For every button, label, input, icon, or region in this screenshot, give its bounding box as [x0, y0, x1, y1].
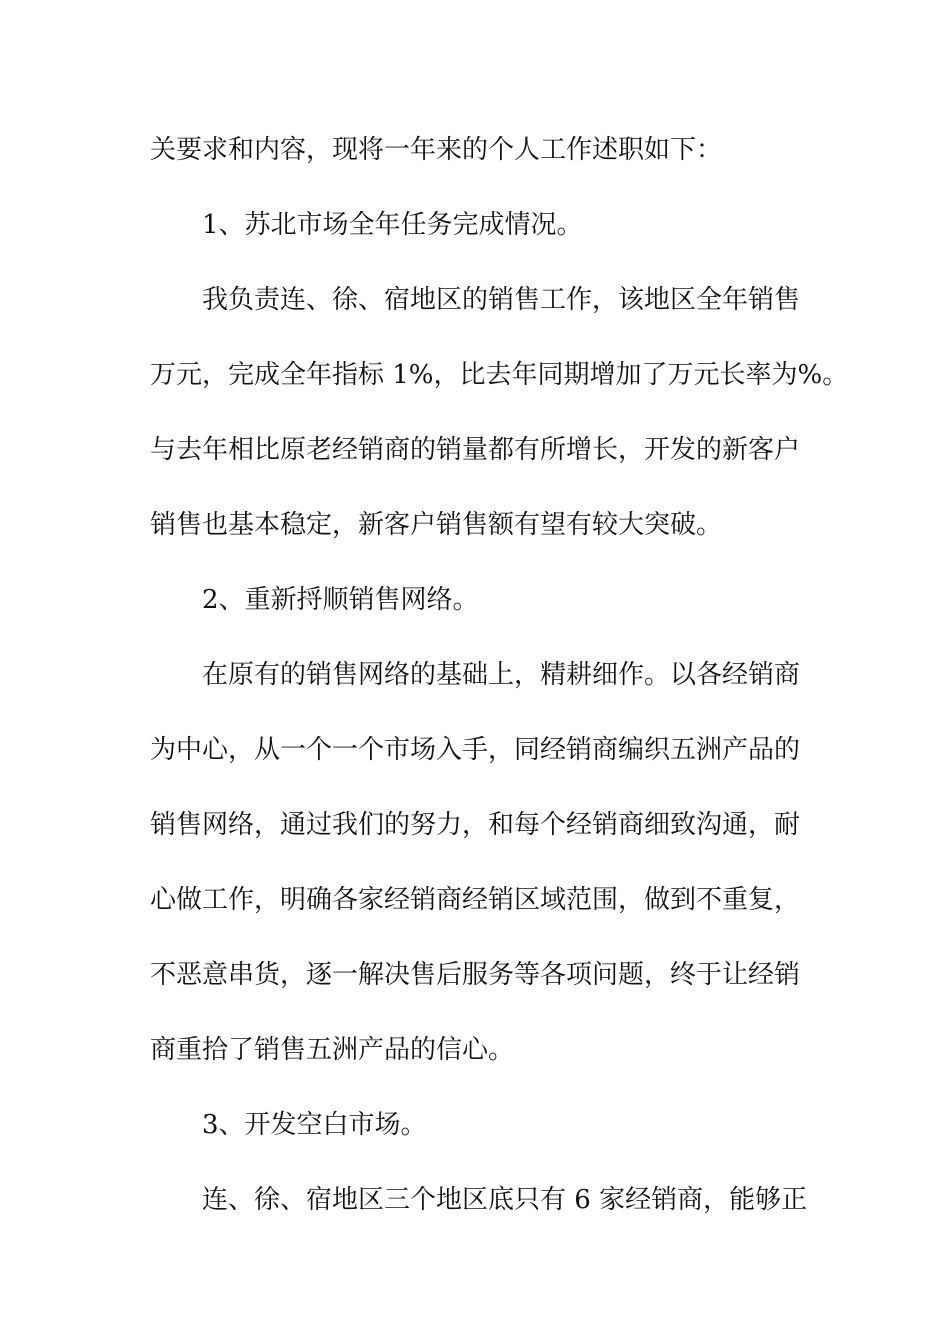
- text-line: 心做工作，明确各家经销商经销区域范围，做到不重复，: [150, 885, 801, 915]
- text-line: 连、徐、宿地区三个地区底只有 6 家经销商，能够正: [202, 1185, 808, 1215]
- text-line: 为中心，从一个一个市场入手，同经销商编织五洲产品的: [150, 735, 801, 765]
- text-line: 销售网络，通过我们的努力，和每个经销商细致沟通，耐: [150, 810, 801, 840]
- text-line: 商重拾了销售五洲产品的信心。: [150, 1035, 515, 1065]
- text-line: 销售也基本稳定，新客户销售额有望有较大突破。: [150, 510, 723, 540]
- text-line: 关要求和内容，现将一年来的个人工作述职如下：: [150, 135, 723, 165]
- text-line: 在原有的销售网络的基础上，精耕细作。以各经销商: [202, 660, 801, 690]
- text-line: 与去年相比原老经销商的销量都有所增长，开发的新客户: [150, 435, 801, 465]
- text-line: 我负责连、徐、宿地区的销售工作，该地区全年销售: [202, 285, 801, 315]
- text-line: 不恶意串货，逐一解决售后服务等各项问题，终于让经销: [150, 960, 801, 990]
- section-heading: 2、重新捋顺销售网络。: [202, 585, 479, 615]
- section-heading: 1、苏北市场全年任务完成情况。: [202, 210, 583, 240]
- section-heading: 3、开发空白市场。: [202, 1110, 427, 1140]
- text-line: 万元，完成全年指标 1%，比去年同期增加了万元长率为%。: [150, 360, 849, 390]
